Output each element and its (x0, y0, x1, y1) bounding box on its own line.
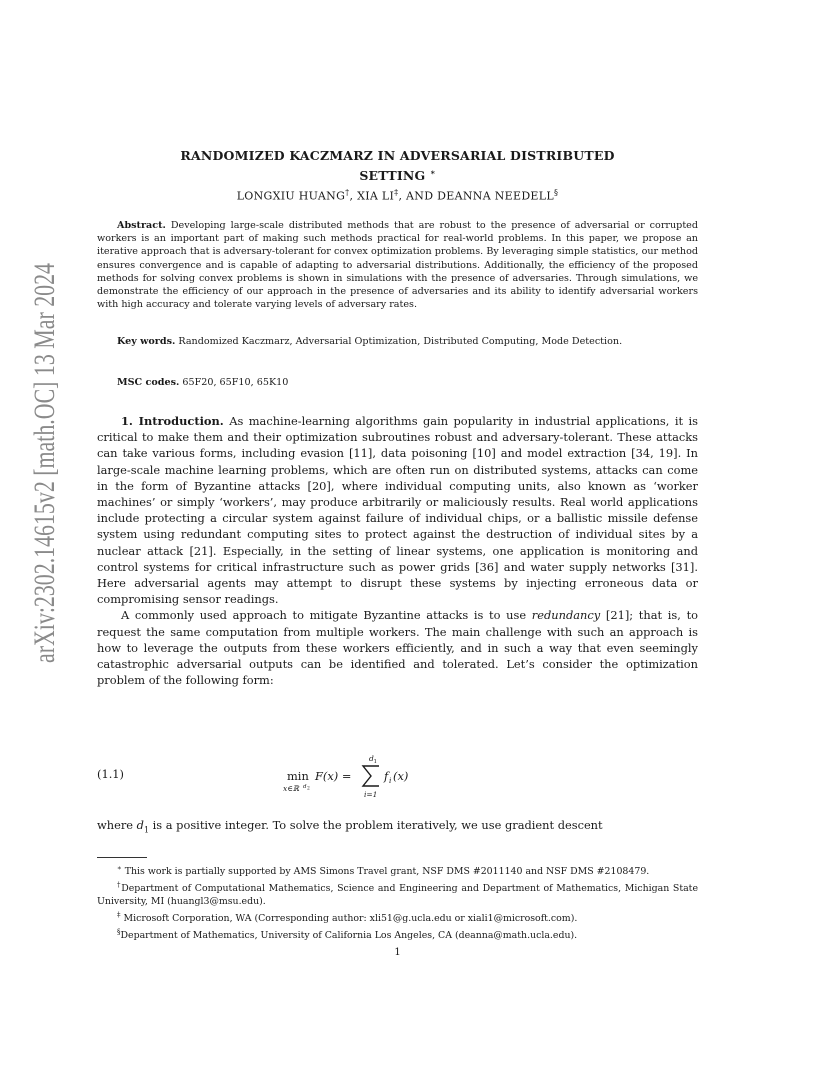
section-heading: 1. Introduction. (121, 414, 224, 428)
paper-title (97, 148, 698, 184)
abstract-text: Developing large-scale distributed methods that are robust to the presence of adversarial or corrupted workers is an important part of making such methods practical for real-world problems. In this paper, we propose an iterative approach that is adversary-tolerant for convex optimization problems. By leveraging simple statistics, our method ensures convergence and is capable of adapting to adversarial distributions. Additionally, the efficiency of the proposed methods for solving convex problems is shown in simulations with the presence of adversaries. Through simulations, we demonstrate the efficiency of our approach in the presence of adversaries and its ability to identify adversarial workers with high accuracy and tolerate varying levels of adversary rates. (97, 220, 698, 311)
intro-p1-text: As machine-learning algorithms gain popularity in industrial applications, it is critical to make them and their optimization subroutines robust and adversary-tolerant. These attacks can take various forms, including evasion [11], data poisoning [10] and model extraction [34, 19]. In large-scale machine learning problems, which are often run on distributed systems, attacks can come in the form of Byzantine attacks [20], where individual computing units, also known as ‘worker machines’ or simply ‘workers’, may produce arbitrarily or maliciously results. Real world applications include protecting a circular system against failure of individual chips, or a ballistic missile defense system using redundant computing sites to protect against the destruction of individual sites by a nuclear attack [21]. Especially, in the setting of linear systems, one application is monitoring and control systems for critical infrastructure such as power grids [36] and water supply networks [31]. Here adversarial agents may attempt to disrupt these systems by injecting erroneous data or compromising sensor readings. (97, 414, 698, 607)
footnote-3-mark: ‡ (117, 910, 121, 919)
eq-sum-top: d (369, 754, 374, 763)
arxiv-stamp-text: arXiv:2302.14615v2 [math.OC] 13 Mar 2024 (28, 114, 61, 663)
keywords (97, 335, 698, 348)
footnote-4-text: Department of Mathematics, University of California Los Angeles, CA (deanna@math.ucla.edu). (120, 929, 578, 941)
keywords-text: Randomized Kaczmarz, Adversarial Optimization, Distributed Computing, Mode Detection. (178, 336, 623, 347)
abstract (97, 219, 698, 311)
post-eq-var: d (136, 818, 144, 832)
eq-min-sub: x∈ℝ (283, 784, 300, 793)
intro-paragraph-2 (97, 607, 698, 688)
intro-paragraph-1 (97, 413, 698, 607)
post-eq-before: where (97, 818, 134, 832)
eq-min-sub-exp2: 2 (307, 786, 310, 792)
footnotes (97, 862, 698, 942)
footnote-4-mark: § (117, 927, 121, 936)
eq-sum-top-sub: 1 (373, 759, 377, 765)
footnote-1 (97, 862, 698, 879)
arxiv-stamp (8, 0, 68, 1072)
title-footnote-mark: ∗ (429, 167, 436, 177)
footnote-1-text: This work is partially supported by AMS Simons Travel grant, NSF DMS #2011140 and NSF DMS #2108479. (124, 866, 650, 878)
title-line-2-text: SETTING (359, 168, 426, 184)
eq-term-arg: (x) (393, 769, 409, 783)
footnote-2-mark: † (117, 880, 122, 889)
footnote-1-mark: ∗ (117, 864, 122, 872)
introduction-section (97, 413, 698, 688)
keywords-label: Key words. (117, 336, 176, 347)
author-1-mark: † (345, 188, 350, 197)
eq-term: f (384, 769, 389, 783)
intro-p2-emphasis: redundancy (531, 608, 601, 623)
author-1: LONGXIU HUANG (236, 189, 346, 203)
page-number: 1 (394, 947, 401, 958)
post-eq-after: is a positive integer. To solve the problem iteratively, we use gradient descent (152, 818, 603, 832)
author-3-mark: § (553, 188, 559, 197)
abstract-label: Abstract. (117, 220, 166, 231)
post-equation-text (97, 817, 698, 838)
footnote-3 (97, 909, 698, 926)
msc-text: 65F20, 65F10, 65K10 (182, 377, 289, 388)
footnote-2 (97, 879, 698, 909)
eq-min: min (287, 769, 309, 783)
eq-lhs: F(x) = (315, 769, 352, 783)
eq-sum-bottom: i=1 (364, 790, 378, 799)
footnote-rule (97, 857, 147, 858)
intro-p2-after: [21]; that is, to request the same computation from multiple workers. The main challenge with such an approach is how to leverage the outputs from these workers efficiently, and in such a way that even seemingly catastrophic adversarial outputs can be identified and tolerated. Let’s consider the optimization problem of the following form: (97, 608, 699, 688)
footnote-2-text: Department of Computational Mathematics, Science and Engineering and Department of Mathematics, Michigan State University, MI (huangl3@msu.edu). (97, 883, 699, 907)
equation-number: (1.1) (97, 767, 125, 781)
equation-1-1 (97, 752, 698, 802)
post-eq-var-sub: 1 (143, 825, 150, 835)
author-2-mark: ‡ (394, 188, 399, 197)
sigma-icon (363, 766, 379, 786)
msc-codes (117, 376, 698, 389)
eq-term-sub: i (389, 776, 392, 785)
author-3: , AND DEANNA NEEDELL (398, 189, 554, 203)
author-list (97, 188, 698, 203)
title-line-1: RANDOMIZED KACZMARZ IN ADVERSARIAL DISTRIBUTED (180, 148, 615, 163)
paper-page (97, 0, 698, 1072)
title-line-2 (97, 164, 698, 184)
msc-label: MSC codes. (117, 377, 180, 388)
footnote-3-text: Microsoft Corporation, WA (Corresponding author: xli51@g.ucla.edu or xiali1@microsoft.com). (123, 912, 578, 924)
equation-body (283, 752, 433, 802)
author-2: , XIA LI (349, 189, 395, 203)
eq-min-sub-exp: d (303, 784, 307, 790)
footnote-4 (97, 926, 698, 943)
intro-p2-before: A commonly used approach to mitigate Byzantine attacks is to use (121, 608, 527, 623)
